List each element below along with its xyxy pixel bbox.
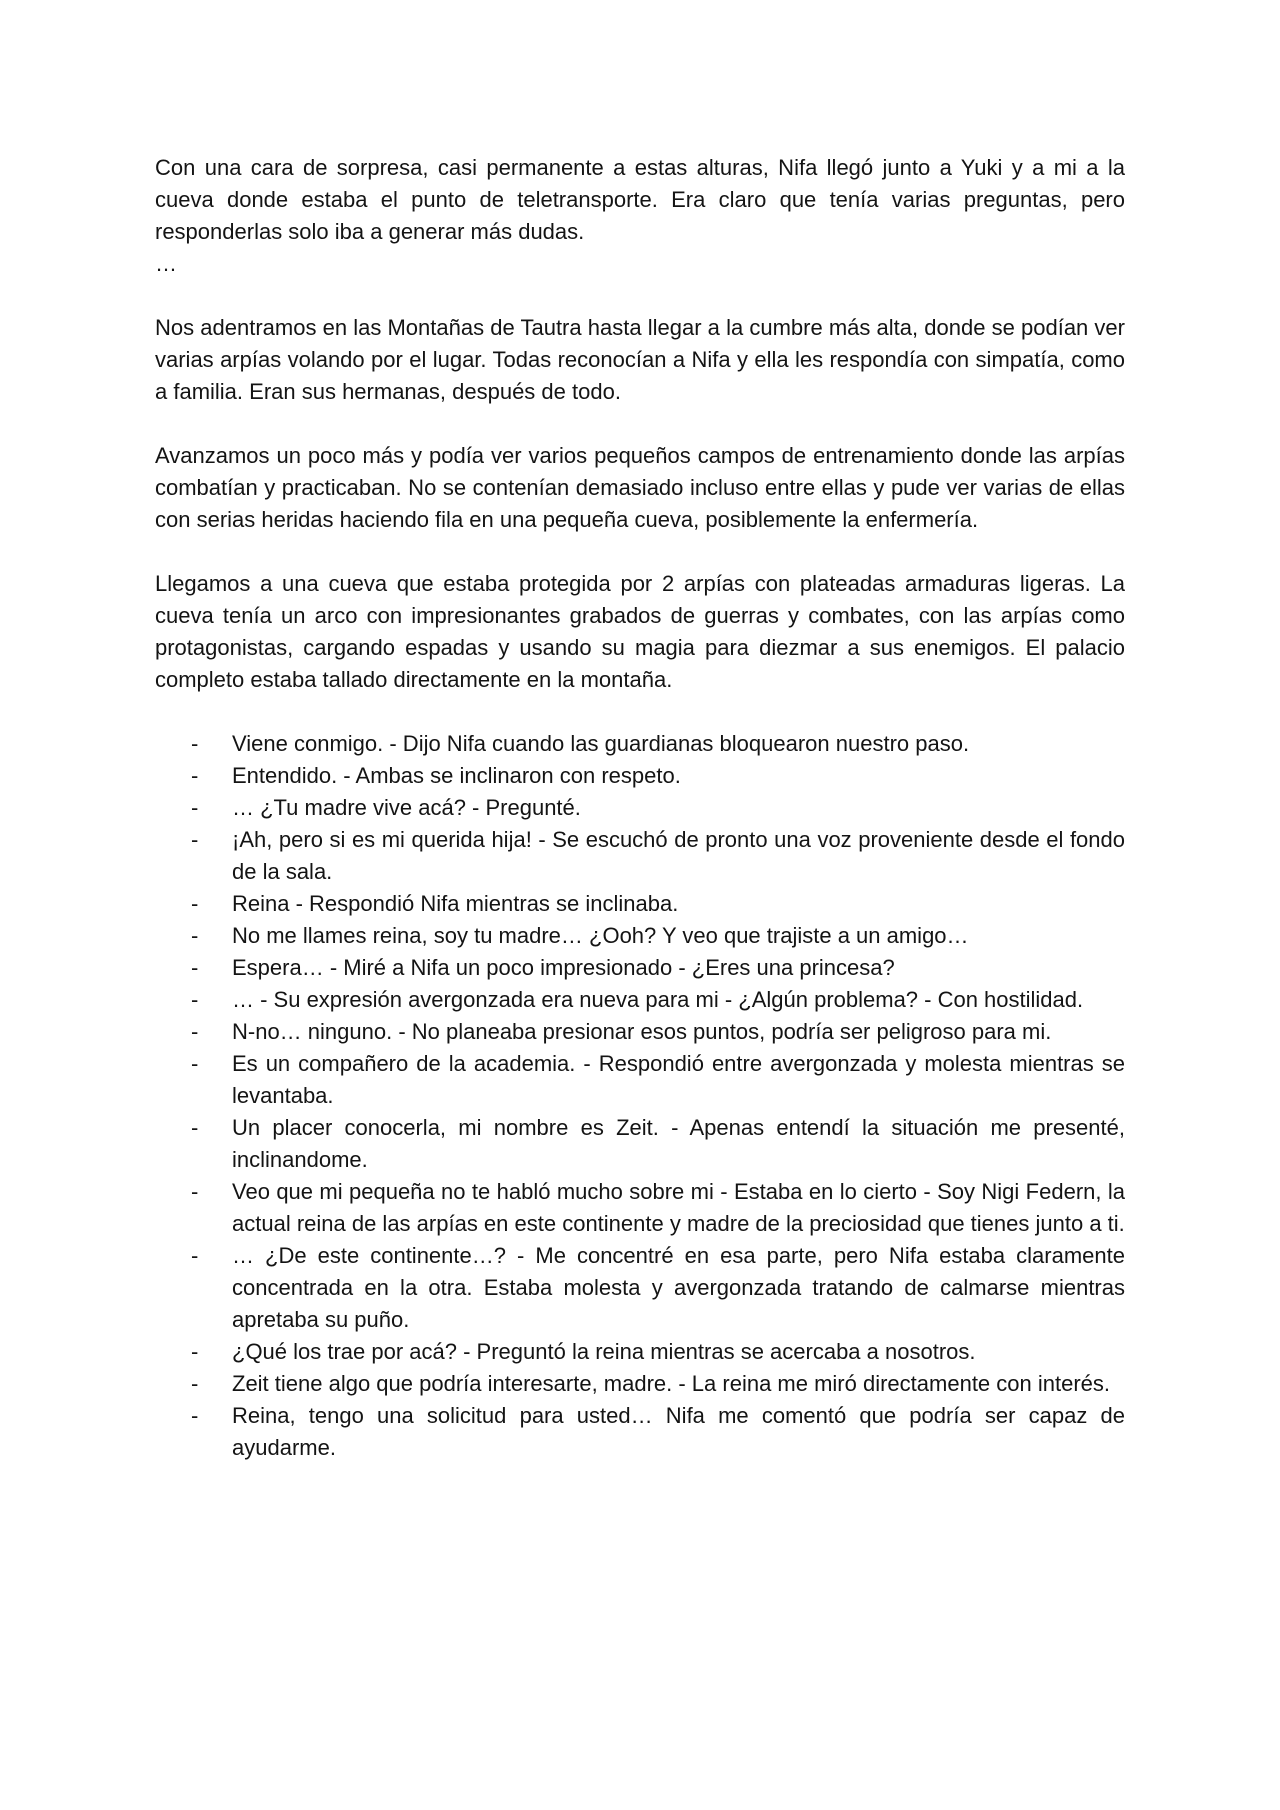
dialogue-text: Un placer conocerla, mi nombre es Zeit. - Apenas entendí la situación me presenté, inclinandome. (232, 1115, 1125, 1172)
dialogue-dash: - (191, 1019, 199, 1044)
dialogue-dash: - (191, 1371, 199, 1396)
dialogue-dash: - (191, 1051, 199, 1076)
dialogue-dash: - (191, 763, 199, 788)
dialogue-line (155, 984, 1125, 1016)
dialogue-line (155, 824, 1125, 888)
dialogue-text: ¡Ah, pero si es mi querida hija! - Se escuchó de pronto una voz proveniente desde el fondo de la sala. (232, 827, 1125, 884)
dialogue-text: Viene conmigo. - Dijo Nifa cuando las guardianas bloquearon nuestro paso. (232, 731, 970, 756)
dialogue-text: Entendido. - Ambas se inclinaron con respeto. (232, 763, 681, 788)
dialogue-text: Espera… - Miré a Nifa un poco impresionado - ¿Eres una princesa? (232, 955, 895, 980)
dialogue-dash: - (191, 1339, 199, 1364)
dialogue-line (155, 952, 1125, 984)
dialogue-dash: - (191, 731, 199, 756)
dialogue-text: … ¿Tu madre vive acá? - Pregunté. (232, 795, 581, 820)
dialogue-dash: - (191, 1243, 199, 1268)
dialogue-line (155, 1048, 1125, 1112)
dialogue-dash: - (191, 1403, 199, 1428)
dialogue-text: Veo que mi pequeña no te habló mucho sobre mi - Estaba en lo cierto - Soy Nigi Federn, la actual reina de las arpías en este continente y madre de la preciosidad que tienes junto a ti. (232, 1179, 1125, 1236)
paragraph-training-fields: Avanzamos un poco más y podía ver varios pequeños campos de entrenamiento donde las arpías combatían y practicaban. No se contenían demasiado incluso entre ellas y pude ver varias de ellas con serias heridas haciendo fila en una pequeña cueva, posiblemente la enfermería. (155, 443, 1125, 532)
dialogue-text: Reina, tengo una solicitud para usted… Nifa me comentó que podría ser capaz de ayudarme. (232, 1403, 1125, 1460)
dialogue-dash: - (191, 1115, 199, 1140)
document-page (155, 152, 1125, 1464)
dialogue-line (155, 792, 1125, 824)
dialogue-line (155, 1240, 1125, 1336)
dialogue-line (155, 888, 1125, 920)
paragraph-mountains: Nos adentramos en las Montañas de Tautra hasta llegar a la cumbre más alta, donde se podían ver varias arpías volando por el lugar. Todas reconocían a Nifa y ella les respondía con simpatía, como a familia. Eran sus hermanas, después de todo. (155, 315, 1125, 404)
dialogue-dash: - (191, 955, 199, 980)
dialogue-dash: - (191, 891, 199, 916)
dialogue-line (155, 1112, 1125, 1176)
dialogue-text: … - Su expresión avergonzada era nueva para mi - ¿Algún problema? - Con hostilidad. (232, 987, 1084, 1012)
paragraph-arrival: Con una cara de sorpresa, casi permanente a estas alturas, Nifa llegó junto a Yuki y a mi a la cueva donde estaba el punto de teletransporte. Era claro que tenía varias preguntas, pero responderlas solo iba a generar más dudas. (155, 155, 1125, 244)
dialogue-text: Reina - Respondió Nifa mientras se inclinaba. (232, 891, 679, 916)
dialogue-line (155, 760, 1125, 792)
dialogue-list (155, 728, 1125, 1464)
dialogue-text: … ¿De este continente…? - Me concentré en esa parte, pero Nifa estaba claramente concentrada en la otra. Estaba molesta y avergonzada tratando de calmarse mientras apretaba su puño. (232, 1243, 1125, 1332)
dialogue-line (155, 920, 1125, 952)
dialogue-line (155, 1400, 1125, 1464)
dialogue-text: N-no… ninguno. - No planeaba presionar esos puntos, podría ser peligroso para mi. (232, 1019, 1052, 1044)
paragraph-palace-cave: Llegamos a una cueva que estaba protegida por 2 arpías con plateadas armaduras ligeras. La cueva tenía un arco con impresionantes grabados de guerras y combates, con las arpías como protagonistas, cargando espadas y usando su magia para diezmar a sus enemigos. El palacio completo estaba tallado directamente en la montaña. (155, 571, 1125, 692)
dialogue-line (155, 728, 1125, 760)
dialogue-dash: - (191, 827, 199, 852)
dialogue-line (155, 1368, 1125, 1400)
dialogue-dash: - (191, 923, 199, 948)
dialogue-dash: - (191, 1179, 199, 1204)
scene-break-ellipsis: … (155, 251, 177, 276)
dialogue-text: Es un compañero de la academia. - Respondió entre avergonzada y molesta mientras se levantaba. (232, 1051, 1125, 1108)
dialogue-dash: - (191, 987, 199, 1012)
dialogue-line (155, 1016, 1125, 1048)
dialogue-line (155, 1176, 1125, 1240)
dialogue-text: No me llames reina, soy tu madre… ¿Ooh? Y veo que trajiste a un amigo… (232, 923, 969, 948)
dialogue-dash: - (191, 795, 199, 820)
dialogue-line (155, 1336, 1125, 1368)
dialogue-text: ¿Qué los trae por acá? - Preguntó la reina mientras se acercaba a nosotros. (232, 1339, 976, 1364)
dialogue-text: Zeit tiene algo que podría interesarte, madre. - La reina me miró directamente con interés. (232, 1371, 1111, 1396)
